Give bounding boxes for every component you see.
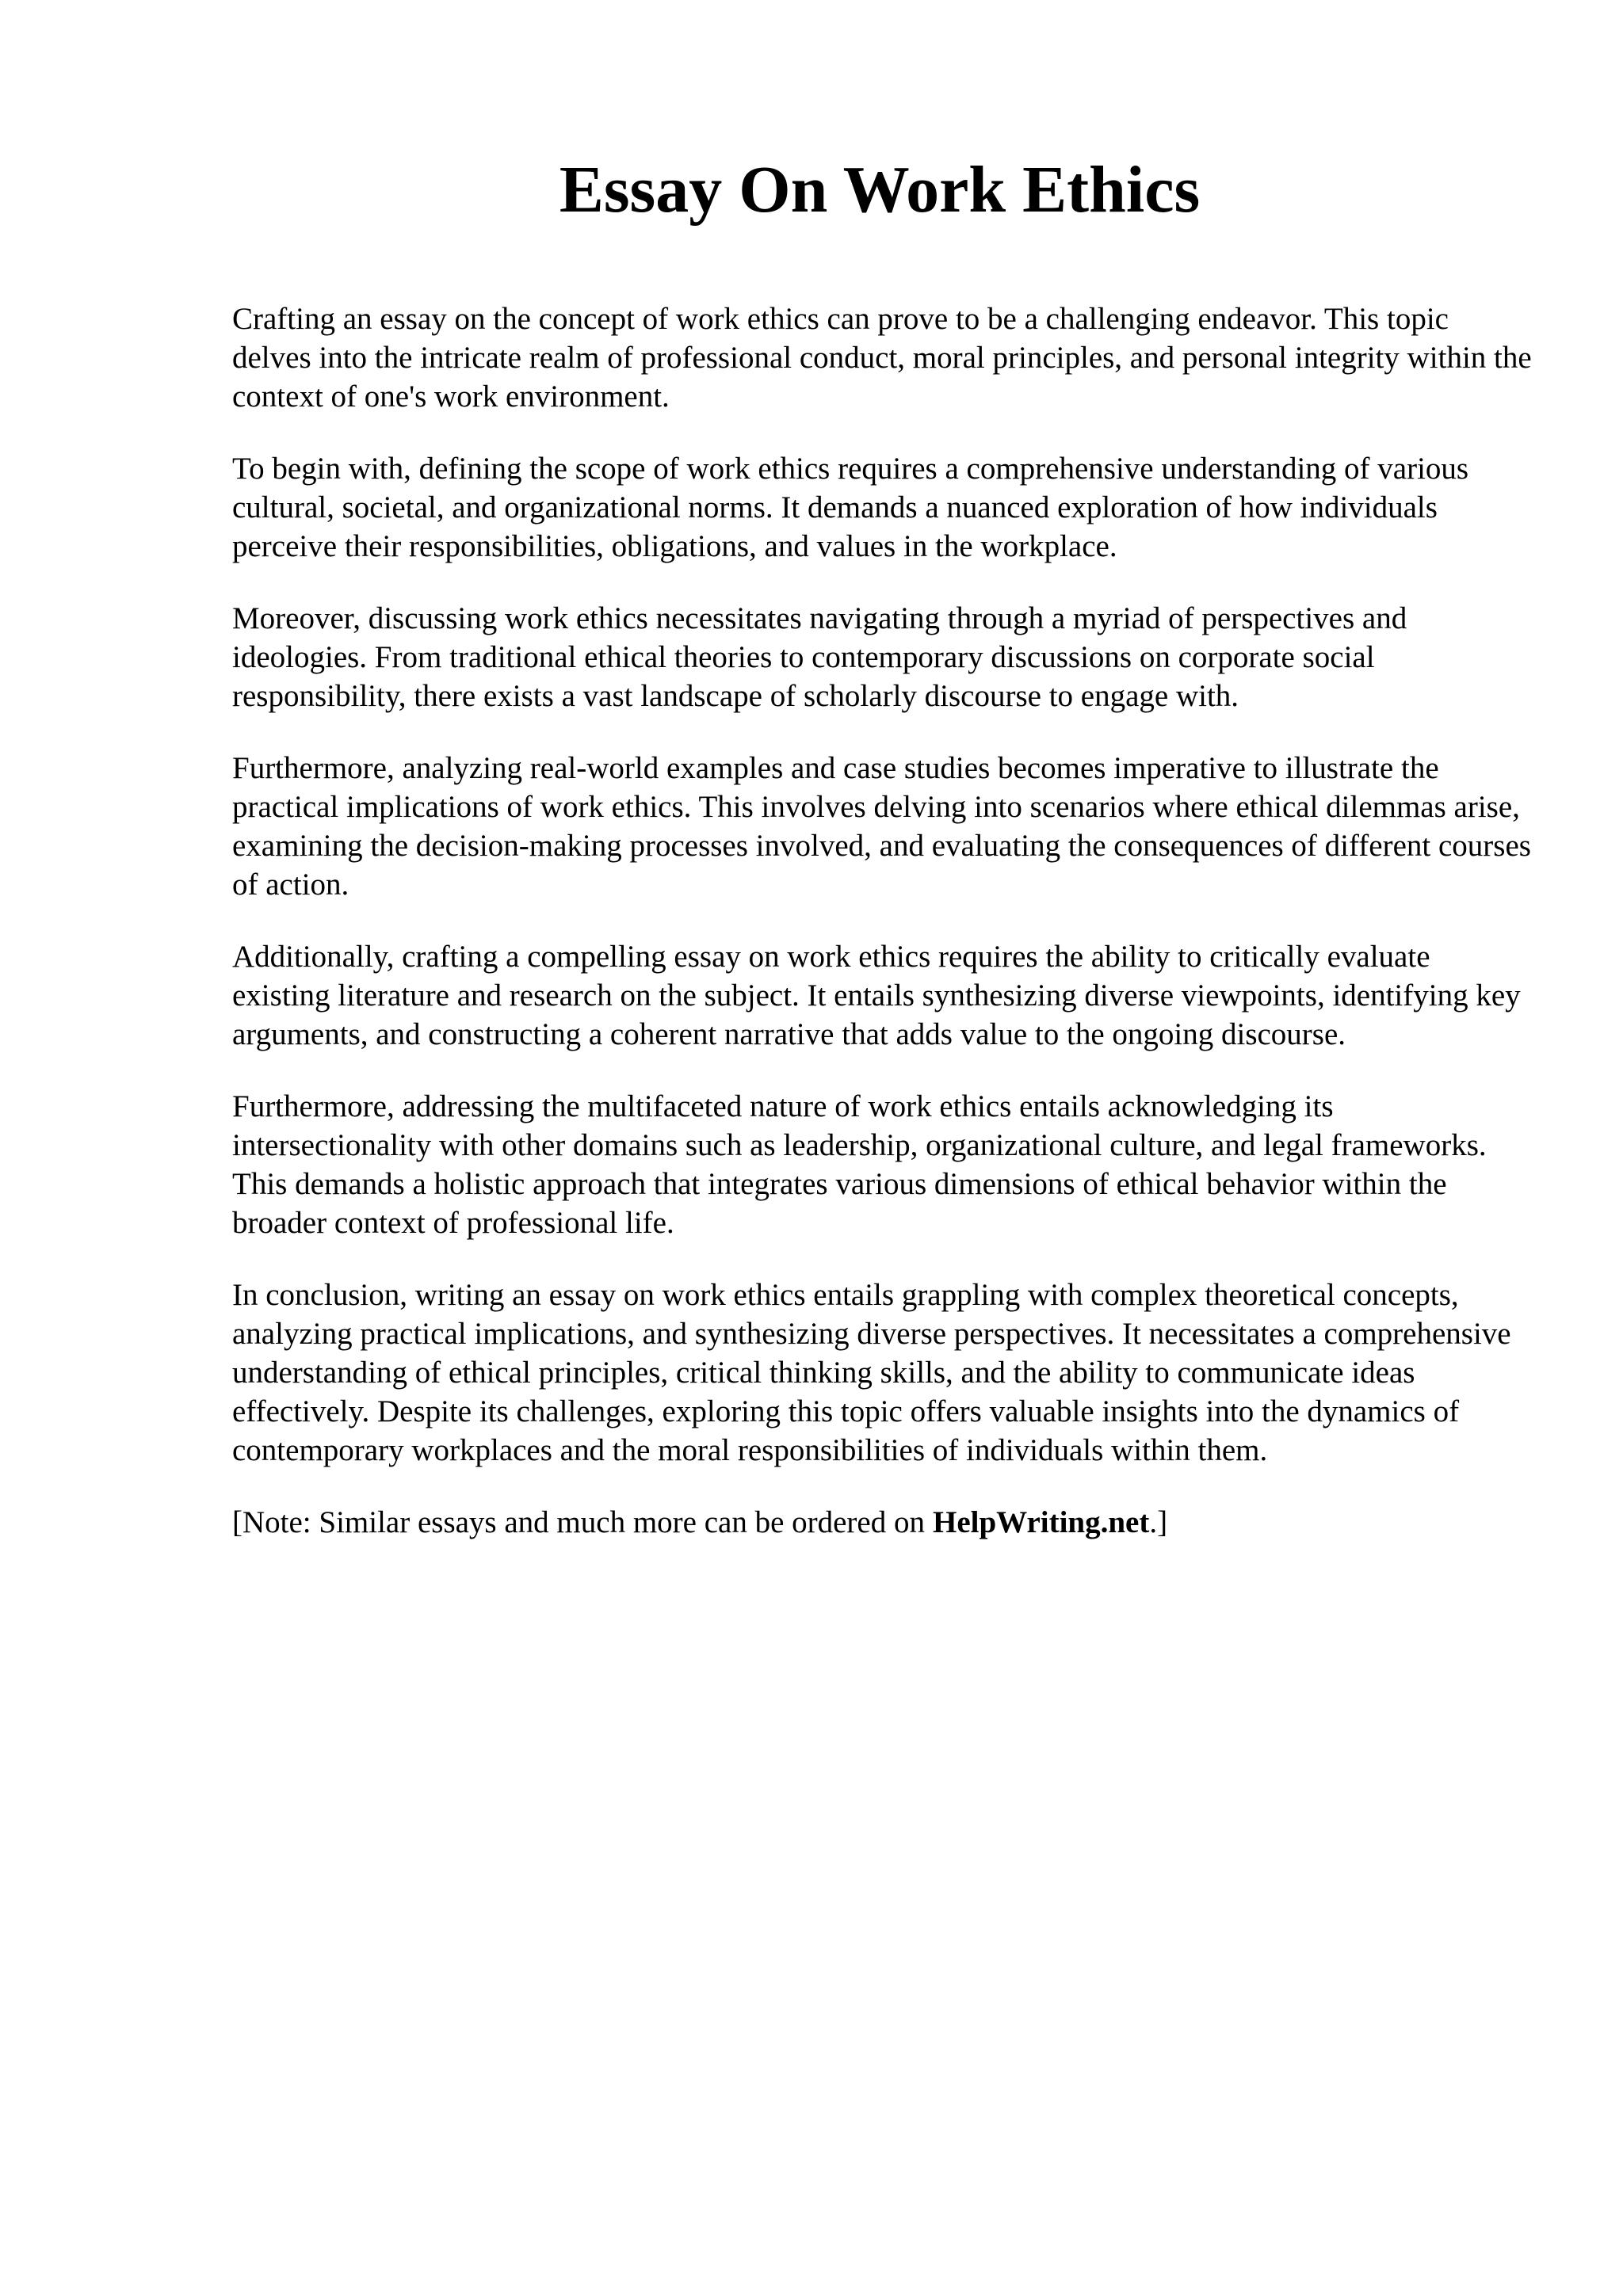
paragraph-3: Moreover, discussing work ethics necessitates navigating through a myriad of perspectives and ideologies. From traditional ethical theories to contemporary discussions on corporate social responsibility, there exists a vast landscape of scholarly discourse to engage with. [232, 601, 1407, 713]
paragraph-6: Furthermore, addressing the multifaceted nature of work ethics entails acknowledging its intersectionality with other domains such as leadership, organizational culture, and legal frameworks. This demands a holistic approach that integrates various dimensions of ethical behavior within the broader context of professional life. [232, 1089, 1487, 1240]
paragraph-7: In conclusion, writing an essay on work ethics entails grappling with complex theoretical concepts, analyzing practical implications, and synthesizing diverse perspectives. It necessitates a comprehensive understanding of ethical principles, critical thinking skills, and the ability to communicate ideas effectively. Despite its challenges, exploring this topic offers valuable insights into the dynamics of contemporary workplaces and the moral responsibilities of individuals within them. [232, 1278, 1511, 1467]
brand-link[interactable]: HelpWriting.net [932, 1505, 1150, 1539]
essay-body [232, 299, 1532, 1542]
order-note [232, 1503, 1532, 1542]
page-title: Essay On Work Ethics [559, 153, 1201, 227]
paragraph-1: Crafting an essay on the concept of work ethics can prove to be a challenging endeavor. This topic delves into the intricate realm of professional conduct, moral principles, and personal integrity within the context of one's work environment. [232, 302, 1532, 414]
paragraph-2: To begin with, defining the scope of work ethics requires a comprehensive understanding of various cultural, societal, and organizational norms. It demands a nuanced exploration of how individuals perceive their responsibilities, obligations, and values in the workplace. [232, 452, 1469, 563]
note-prefix: [Note: Similar essays and much more can be ordered on [232, 1505, 925, 1539]
paragraph-5: Additionally, crafting a compelling essay on work ethics requires the ability to critically evaluate existing literature and research on the subject. It entails synthesizing diverse viewpoints, identifying key arguments, and constructing a coherent narrative that adds value to the ongoing discourse. [232, 940, 1521, 1051]
note-suffix: .] [1149, 1505, 1168, 1539]
paragraph-4: Furthermore, analyzing real-world examples and case studies becomes imperative to illustrate the practical implications of work ethics. This involves delving into scenarios where ethical dilemmas arise, examining the decision-making processes involved, and evaluating the consequences of different courses of action. [232, 751, 1531, 902]
